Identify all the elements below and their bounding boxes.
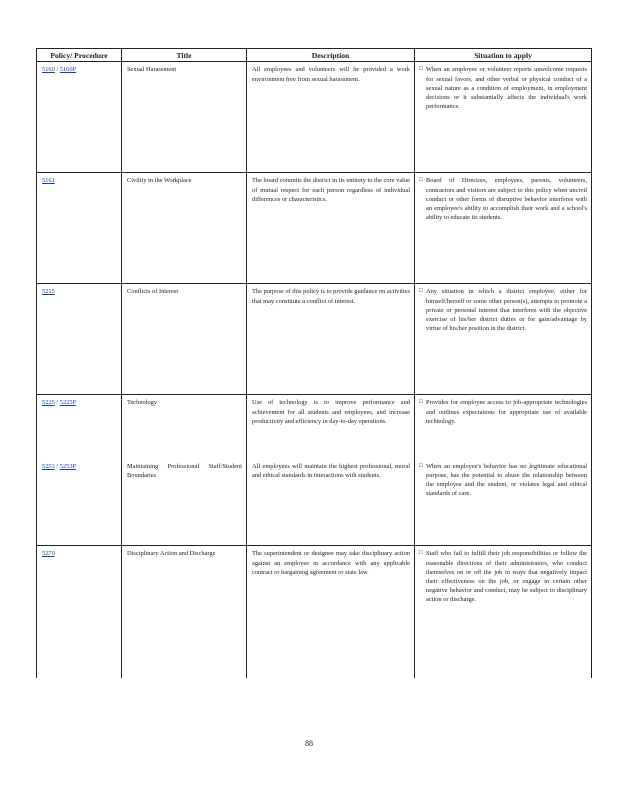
title-cell: Maintaining Professional Staff/Student Boundaries — [122, 459, 247, 546]
policy-table — [36, 48, 592, 678]
title-cell: Disciplinary Action and Discharge — [122, 546, 247, 678]
link-separator: / — [56, 462, 60, 470]
situation-cell — [415, 173, 592, 284]
policy-link[interactable]: 5161 — [42, 177, 55, 185]
policy-cell — [37, 62, 122, 173]
table-row — [37, 546, 592, 678]
description-cell: Use of technology is to improve performance and achievement for all students and employees, and increase productivity and efficiency in day-to-day operations. — [247, 395, 415, 459]
policy-cell — [37, 395, 122, 459]
link-separator: / — [56, 66, 60, 74]
header-situation: Situation to apply — [415, 49, 592, 62]
header-policy: Policy/ Procedure — [37, 49, 122, 62]
bullet-box-icon: □ — [419, 550, 423, 557]
procedure-link[interactable]: 5225P — [59, 399, 77, 407]
table-row — [37, 395, 592, 459]
header-description: Description — [247, 49, 415, 62]
procedure-link[interactable]: 5160P — [59, 66, 77, 74]
bullet-box-icon: □ — [419, 399, 423, 406]
situation-cell — [415, 395, 592, 459]
description-cell: The superintendent or designee may take disciplinary action against an employee in accordance with any applicable contract or bargaining agreement or state law. — [247, 546, 415, 678]
table-row — [37, 173, 592, 284]
title-cell: Conflicts of Interest — [122, 284, 247, 395]
bullet-box-icon: □ — [419, 177, 423, 184]
bullet-box-icon: □ — [419, 462, 423, 469]
table-row — [37, 62, 592, 173]
policy-cell — [37, 173, 122, 284]
procedure-link[interactable]: 5253P — [59, 462, 77, 470]
description-cell: All employees will maintain the highest professional, moral and ethical standards in interactions with students. — [247, 459, 415, 546]
situation-cell — [415, 546, 592, 678]
description-cell: The purpose of this policy is to provide guidance on activities that may constitute a conflict of interest. — [247, 284, 415, 395]
description-cell: All employees and volunteers will be provided a work environment free from sexual harassment. — [247, 62, 415, 173]
description-cell: The board commits the district in its entirety to the core value of mutual respect for each person regardless of individual differences or characteristics. — [247, 173, 415, 284]
situation-cell — [415, 459, 592, 546]
policy-cell — [37, 546, 122, 678]
bullet-box-icon: □ — [419, 288, 423, 295]
title-cell: Technology — [122, 395, 247, 459]
situation-cell — [415, 62, 592, 173]
policy-cell — [37, 459, 122, 546]
situation-text: Staff who fail to fulfill their job responsibilities or follow the reasonable directions of their administrators, who conduct themselves on or off the job in ways that negatively impact their effectiveness on the job, or engage in certain other negative behavior and conduct, may be subject to disciplinary action or discharge. — [426, 550, 587, 603]
policy-link[interactable]: 5225 — [42, 399, 55, 407]
table-row — [37, 459, 592, 546]
situation-text: Provides for employee access to job-appropriate technologies and outlines expectations for appropriate use of available technology. — [426, 399, 587, 425]
table-header-row — [37, 49, 592, 62]
policy-link[interactable]: 5270 — [42, 550, 55, 558]
title-cell: Civility in the Workplace — [122, 173, 247, 284]
policy-cell — [37, 284, 122, 395]
table-row — [37, 284, 592, 395]
situation-cell — [415, 284, 592, 395]
title-cell: Sexual Harassment — [122, 62, 247, 173]
policy-link[interactable]: 5253 — [42, 462, 55, 470]
situation-text: Board of Directors, employees, parents, volunteers, contractors and visitors are subject to this policy when uncivil conduct or other forms of disruptive behavior interferes with an employee's ability to accomplish their work and a school's ability to educate its students. — [426, 177, 587, 221]
bullet-box-icon: □ — [419, 66, 423, 73]
link-separator: / — [56, 399, 60, 407]
policy-link[interactable]: 5160 — [42, 66, 55, 74]
policy-link[interactable]: 5215 — [42, 288, 55, 296]
situation-text: Any situation in which a district employee, either for himself/herself or some other person(s), attempts to promote a private or personal interest that interferes with the objective exercise of his/her district duties or for gain/advantage by virtue of his/her position in the district. — [426, 288, 587, 332]
situation-text: When an employee or volunteer reports unwelcome requests for sexual favors, and other verbal or physical conduct of a sexual nature as a condition of employment, in employment decisions or it substantially affects the individual's work performance. — [426, 66, 587, 110]
situation-text: When an employee's behavior has no legitimate educational purpose, has the potential to abuse the relationship between the employee and the student, or violates legal and ethical standards of care. — [426, 462, 587, 498]
header-title: Title — [122, 49, 247, 62]
page-number: 88 — [305, 739, 313, 748]
